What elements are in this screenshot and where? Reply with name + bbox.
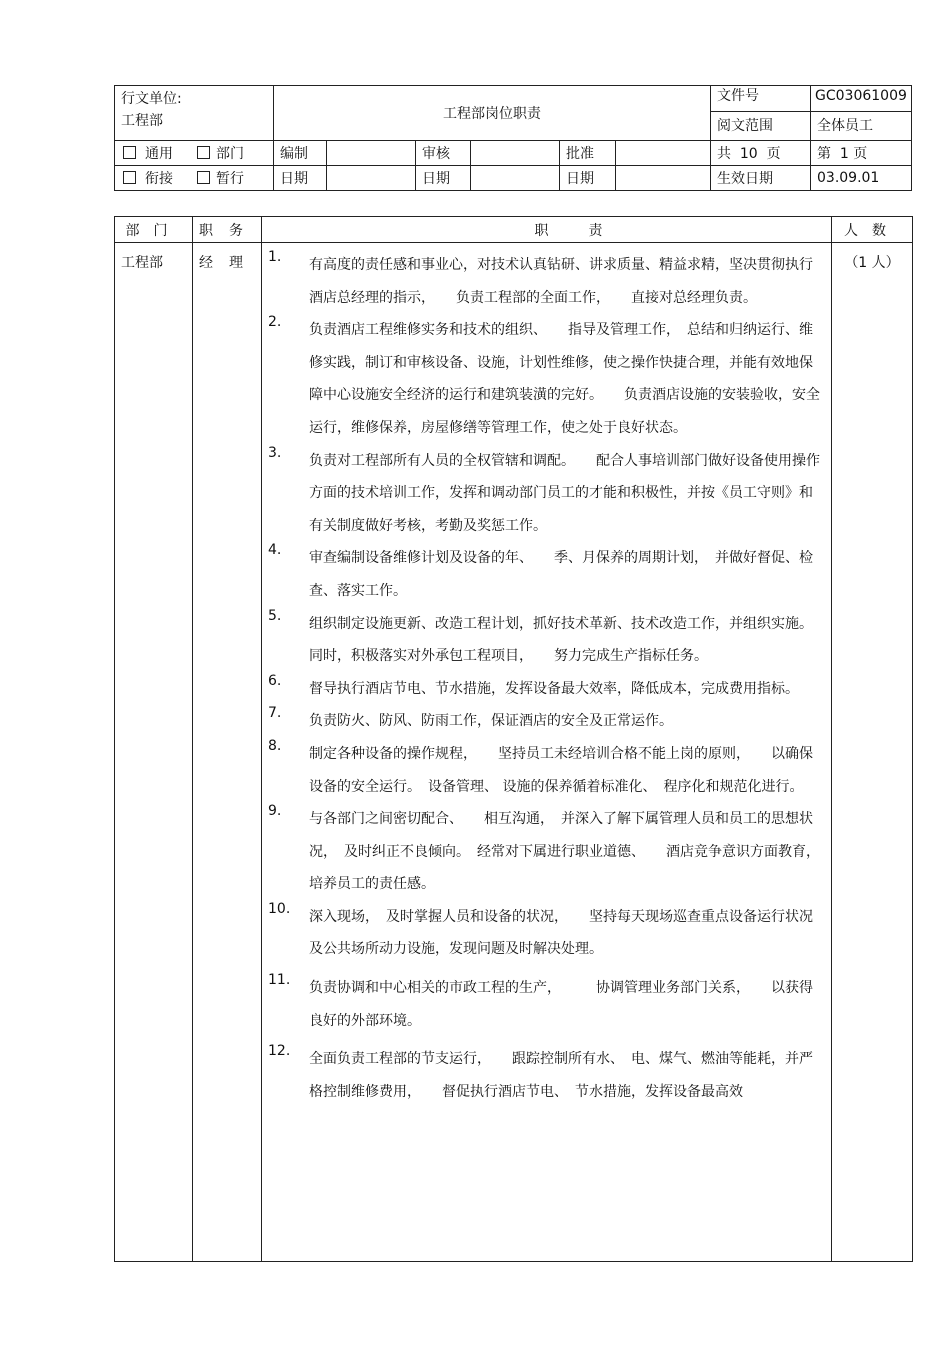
duty-number: 1. xyxy=(268,249,282,265)
duty-text: 负责酒店工程维修实务和技术的组织、 指导及管理工作， 总结和归纳运行、维修实践，制订和审核设备、设施，计划性维修，使之操作快捷合理，并能有效地保障中心设施安全经济的运行和建筑装潢的完好。 负责酒店设施的安装验收，安全运行，维修保养，房屋修缮等管理工作，使之处于良好状态。 xyxy=(309,322,820,436)
compile-label: 编制 xyxy=(274,141,327,166)
date-value-3 xyxy=(616,166,711,191)
duty-item xyxy=(262,542,831,607)
duty-number: 11. xyxy=(268,972,291,989)
date-label-3: 日期 xyxy=(560,166,616,191)
duty-number: 10. xyxy=(268,900,291,917)
link-checkbox[interactable] xyxy=(123,171,136,184)
duty-text: 督导执行酒店节电、节水措施，发挥设备最大效率，降低成本，完成费用指标。 xyxy=(309,680,799,697)
effective-label: 生效日期 xyxy=(711,166,811,191)
post-cell: 经理 xyxy=(193,243,262,1262)
file-no-value: GC03061009 xyxy=(811,86,911,112)
col-header-dept: 部门 xyxy=(115,217,193,243)
file-no-label: 文件号 xyxy=(711,86,810,112)
duty-text: 负责防火、防风、防雨工作，保证酒店的安全及正常运作。 xyxy=(309,713,673,730)
date-label-2: 日期 xyxy=(416,166,471,191)
duties-table xyxy=(114,216,913,1262)
date-label-1: 日期 xyxy=(274,166,327,191)
duty-item xyxy=(262,738,831,803)
duty-text: 负责协调和中心相关的市政工程的生产， 协调管理业务部门关系， 以获得良好的外部环境。 xyxy=(309,980,813,1029)
duty-text: 组织制定设施更新、改造工程计划，抓好技术革新、技术改造工作，并组织实施。 同时，积极落实对外承包工程项目， 努力完成生产指标任务。 xyxy=(309,615,813,665)
dept-label: 部门 xyxy=(216,146,244,162)
duty-item xyxy=(262,972,831,1037)
duty-text: 深入现场， 及时掌握人员和设备的状况， 坚持每天现场巡查重点设备运行状况及公共场所动力设施，发现问题及时解决处理。 xyxy=(309,908,813,958)
col-header-duty: 职责 xyxy=(262,217,832,243)
duty-text: 审查编制设备维修计划及设备的年、 季、月保养的周期计划， 并做好督促、检查、落实工作。 xyxy=(309,550,813,599)
duty-list xyxy=(262,249,831,1108)
review-label: 审核 xyxy=(416,141,471,166)
approve-label: 批准 xyxy=(560,141,616,166)
duty-item xyxy=(262,314,831,444)
issuer-value: 工程部 xyxy=(121,113,163,129)
duty-number: 12. xyxy=(268,1043,291,1060)
col-header-post: 职务 xyxy=(193,217,262,243)
dept-cell: 工程部 xyxy=(115,243,193,1262)
dept-checkbox[interactable] xyxy=(197,146,210,159)
file-no-value-cell xyxy=(811,86,912,141)
duty-text: 全面负责工程部的节支运行， 跟踪控制所有水、 电、煤气、燃油等能耗，并严格控制维修费用， 督促执行酒店节电、 节水措施，发挥设备最高效 xyxy=(309,1051,813,1100)
option-row-1 xyxy=(115,141,274,166)
general-checkbox[interactable] xyxy=(123,146,136,159)
document-title: 工程部岗位职责 xyxy=(274,86,711,141)
link-label: 衔接 xyxy=(145,171,173,187)
effective-value: 03.09.01 xyxy=(811,166,912,191)
duty-text: 负责对工程部所有人员的全权管辖和调配。 配合人事培训部门做好设备使用操作方面的技术培训工作，发挥和调动部门员工的才能和积极性，并按《员工守则》和有关制度做好考核，考勤及奖惩工作。 xyxy=(309,452,820,534)
compile-value xyxy=(327,141,416,166)
duty-number: 6. xyxy=(268,672,282,689)
duty-item xyxy=(262,673,831,706)
duty-number: 2. xyxy=(268,314,282,331)
document-header-table xyxy=(114,85,912,191)
duty-item xyxy=(262,705,831,738)
count-cell: （1 人） xyxy=(832,243,913,1262)
option-row-2 xyxy=(115,166,274,191)
temp-label: 暂行 xyxy=(216,171,244,187)
date-value-1 xyxy=(327,166,416,191)
issuer-label: 行文单位: xyxy=(121,91,182,107)
review-value xyxy=(471,141,560,166)
duty-item xyxy=(262,901,831,966)
duty-number: 4. xyxy=(268,542,282,559)
duties-cell xyxy=(262,243,832,1262)
duty-item xyxy=(262,1043,831,1108)
scope-label: 阅文范围 xyxy=(717,118,773,134)
duty-item xyxy=(262,445,831,543)
approve-value xyxy=(616,141,711,166)
duty-number: 7. xyxy=(268,705,282,722)
scope-value: 全体员工 xyxy=(817,118,873,134)
page-current: 第 1 页 xyxy=(811,141,912,166)
duty-number: 8. xyxy=(268,737,282,754)
issuer-cell xyxy=(115,86,274,141)
duty-text: 制定各种设备的操作规程， 坚持员工未经培训合格不能上岗的原则， 以确保设备的安全运行。 设备管理、 设施的保养循着标准化、 程序化和规范化进行。 xyxy=(309,745,813,795)
duty-number: 5. xyxy=(268,607,282,624)
duty-number: 9. xyxy=(268,803,282,820)
duty-item xyxy=(262,803,831,901)
duty-item xyxy=(262,249,831,314)
temp-checkbox[interactable] xyxy=(197,171,210,184)
duty-text: 有高度的责任感和事业心，对技术认真钻研、讲求质量、精益求精，坚决贯彻执行酒店总经理的指示， 负责工程部的全面工作， 直接对总经理负责。 xyxy=(309,257,813,306)
col-header-count: 人数 xyxy=(832,217,913,243)
duty-item xyxy=(262,608,831,673)
pages-total: 共 10 页 xyxy=(711,141,811,166)
duty-number: 3. xyxy=(268,444,282,461)
file-no-label-cell xyxy=(711,86,811,141)
general-label: 通用 xyxy=(145,146,173,162)
date-value-2 xyxy=(471,166,560,191)
duty-text: 与各部门之间密切配合、 相互沟通， 并深入了解下属管理人员和员工的思想状况， 及时纠正不良倾向。 经常对下属进行职业道德、 酒店竞争意识方面教育，培养员工的责任感。 xyxy=(309,811,820,893)
